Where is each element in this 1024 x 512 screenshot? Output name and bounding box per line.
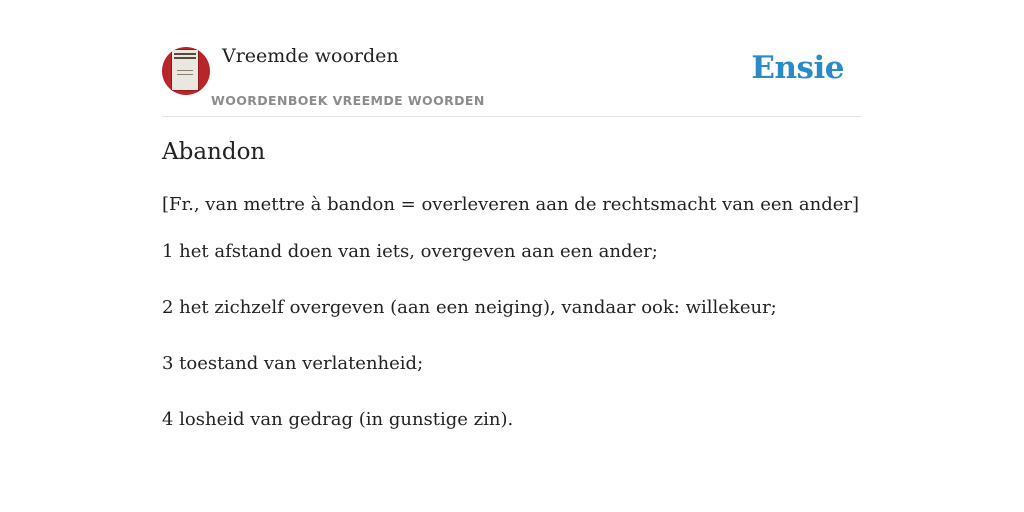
- book-cover: [172, 50, 198, 90]
- cover-title-line: [174, 57, 196, 59]
- page-container: [162, 0, 862, 430]
- cover-text-line: [177, 74, 193, 75]
- cover-title-line: [174, 53, 196, 55]
- entry-etymology: [Fr., van mettre à bandon = overleveren aan de rechtsmacht van een ander]: [162, 194, 859, 215]
- definition-item: 4 losheid van gedrag (in gunstige zin).: [162, 409, 514, 430]
- definition-item: 1 het afstand doen van iets, overgeven aan een ander;: [162, 241, 658, 262]
- book-cover-logo-icon[interactable]: [162, 47, 210, 95]
- site-subtitle: WOORDENBOEK VREEMDE WOORDEN: [211, 93, 485, 108]
- cover-text-line: [177, 70, 193, 71]
- site-title-link[interactable]: Vreemde woorden: [222, 45, 399, 67]
- ensie-brand-logo[interactable]: Ensie: [751, 50, 844, 86]
- entry-title: Abandon: [162, 139, 266, 165]
- site-header: [162, 0, 862, 117]
- definition-item: 3 toestand van verlatenheid;: [162, 353, 424, 374]
- definition-item: 2 het zichzelf overgeven (aan een neiging), vandaar ook: willekeur;: [162, 297, 777, 318]
